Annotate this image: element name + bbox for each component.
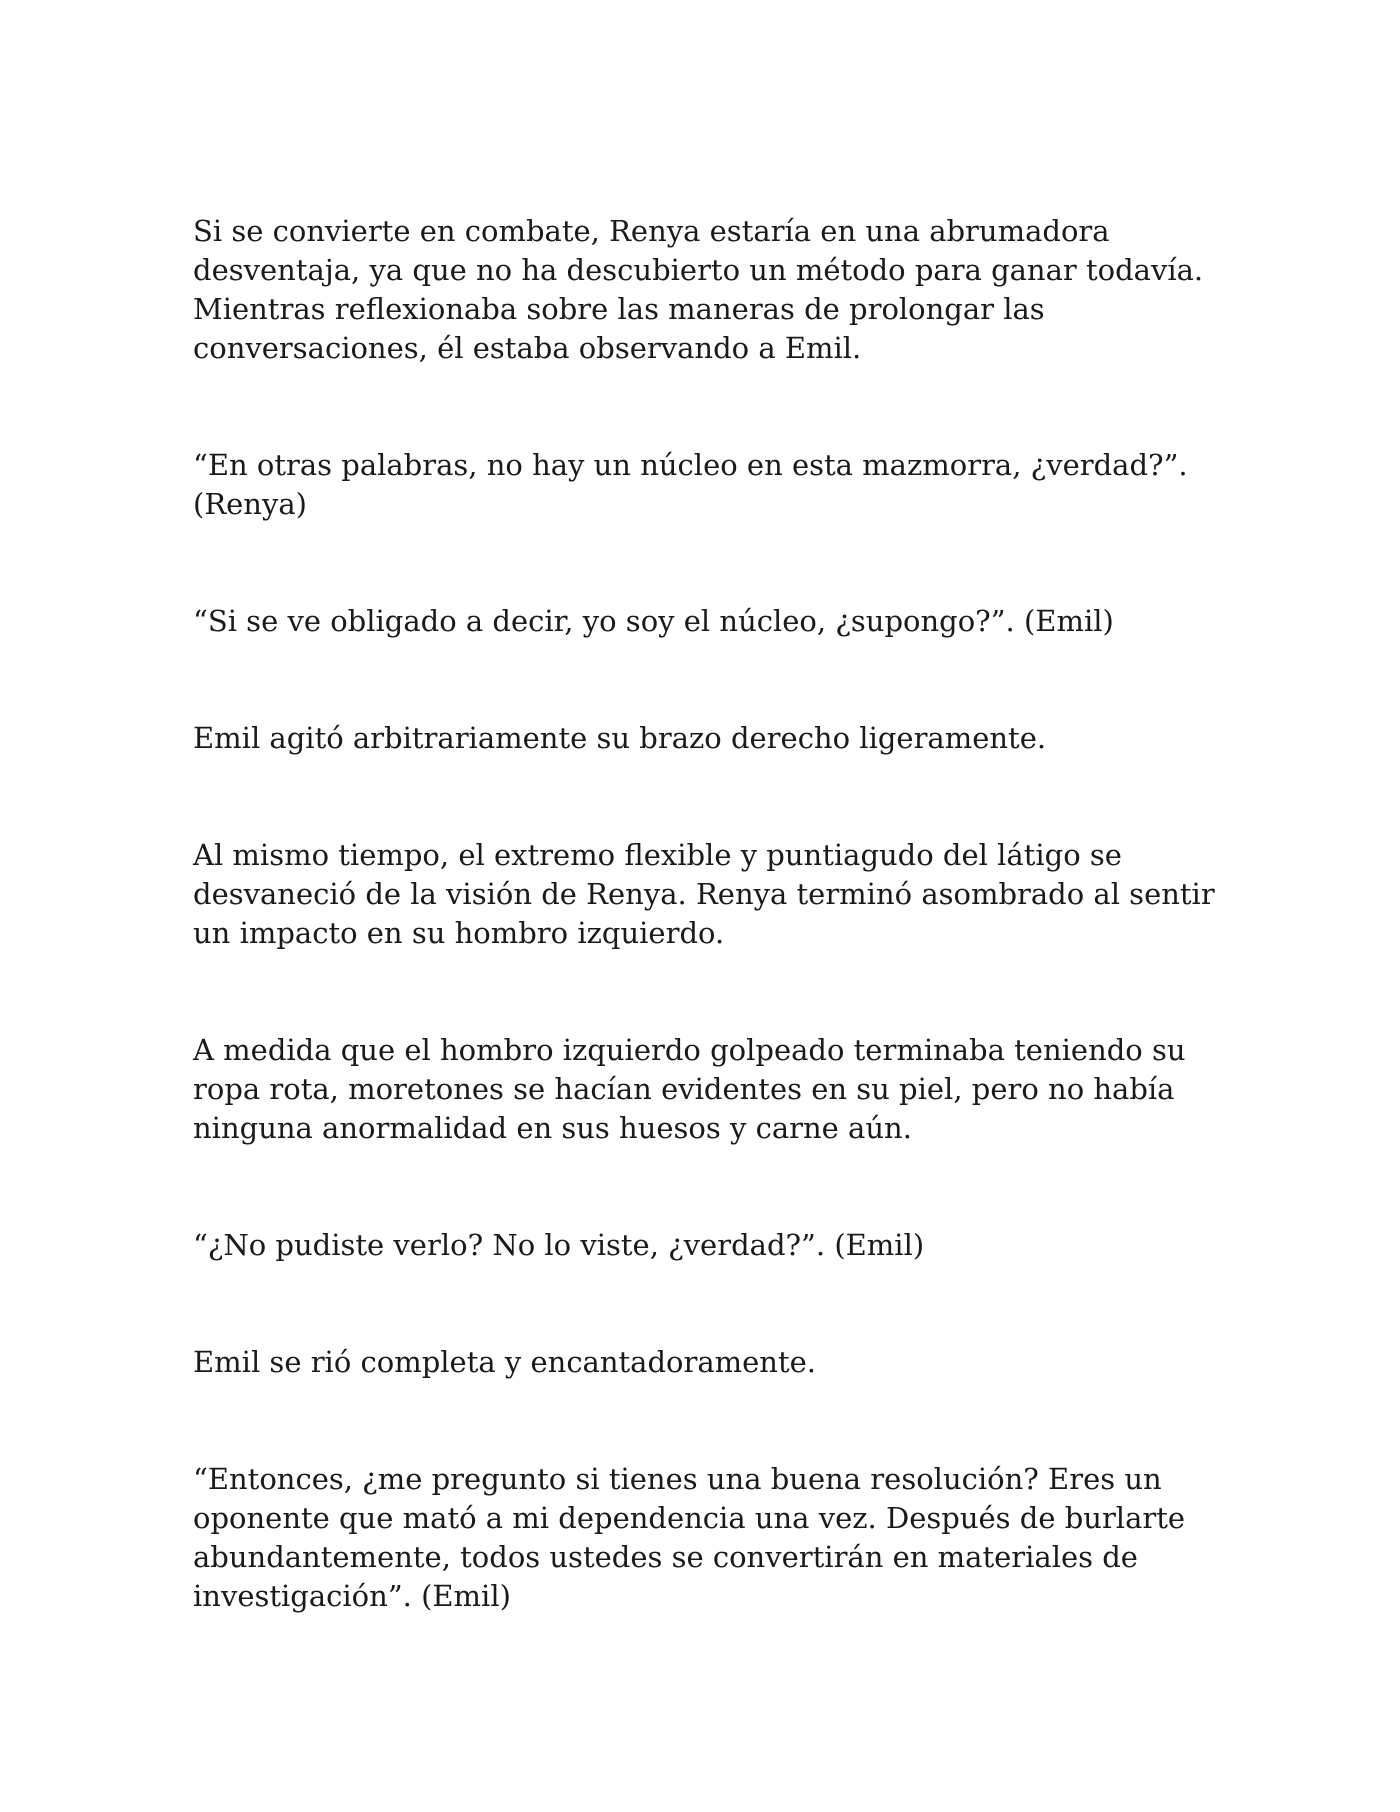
paragraph-7: “¿No pudiste verlo? No lo viste, ¿verdad?”. (Emil) (193, 1228, 925, 1262)
paragraph-9: “Entonces, ¿me pregunto si tienes una buena resolución? Eres un oponente que mató a mi dependencia una vez. Después de burlarte abundantemente, todos ustedes se convertirán en materiales de investigación”. (Emil) (193, 1462, 1186, 1613)
paragraph-4: Emil agitó arbitrariamente su brazo derecho ligeramente. (193, 721, 1047, 755)
paragraph-2: “En otras palabras, no hay un núcleo en esta mazmorra, ¿verdad?”. (Renya) (193, 448, 1188, 521)
paragraph-5: Al mismo tiempo, el extremo flexible y puntiagudo del látigo se desvaneció de la visión de Renya. Renya terminó asombrado al sentir un impacto en su hombro izquierdo. (193, 838, 1215, 950)
document-body (193, 212, 1223, 1616)
paragraph-1: Si se convierte en combate, Renya estaría en una abrumadora desventaja, ya que no ha descubierto un método para ganar todavía. Mientras reflexionaba sobre las maneras de prolongar las conversaciones, él estaba observando a Emil. (193, 214, 1204, 365)
paragraph-8: Emil se rió completa y encantadoramente. (193, 1345, 817, 1379)
paragraph-6: A medida que el hombro izquierdo golpeado terminaba teniendo su ropa rota, moretones se hacían evidentes en su piel, pero no había ninguna anormalidad en sus huesos y carne aún. (193, 1033, 1186, 1145)
paragraph-3: “Si se ve obligado a decir, yo soy el núcleo, ¿supongo?”. (Emil) (193, 604, 1114, 638)
